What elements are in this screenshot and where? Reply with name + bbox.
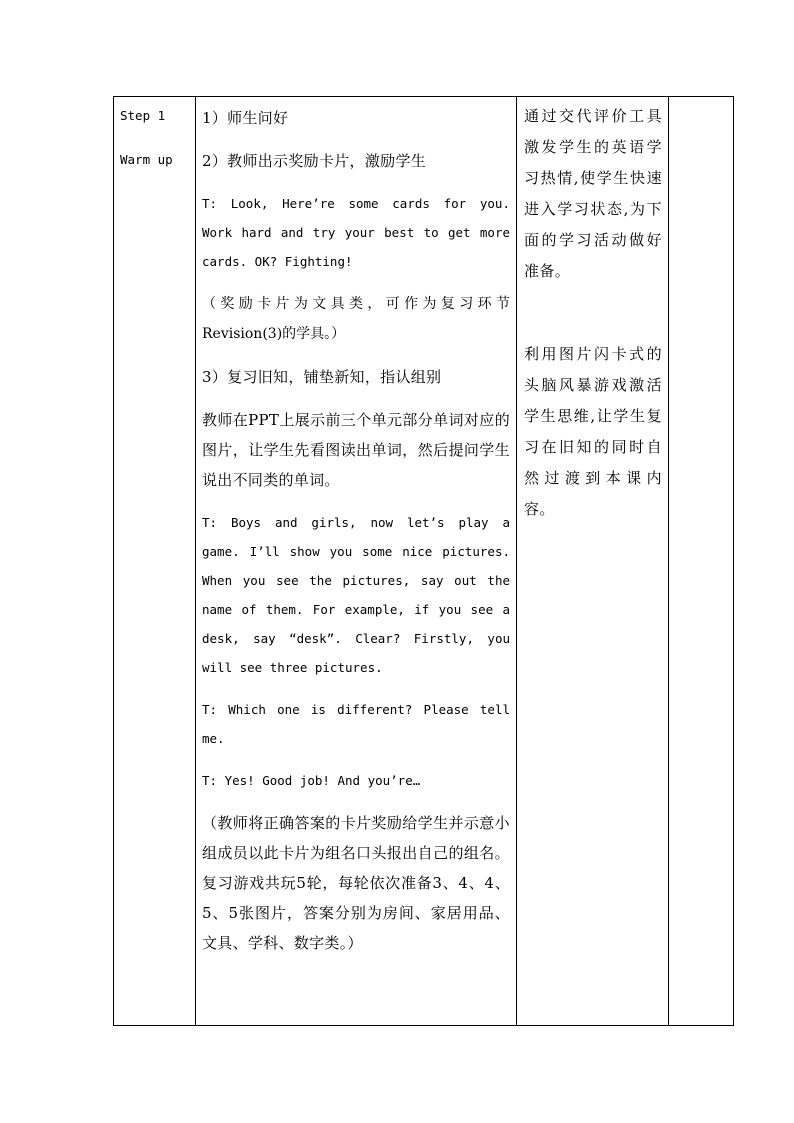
procedure-note: （教师将正确答案的卡片奖励给学生并示意小组成员以此卡片为组名口头报出自己的组名。复习游戏共玩5轮，每轮依次准备3、4、4、5、5张图片，答案分别为房间、家居用品、文具、学科、数字类。） xyxy=(202,814,510,952)
step-cell xyxy=(114,97,196,1026)
procedure-item-review: 3）复习旧知，铺垫新知，指认组别 xyxy=(202,368,442,386)
step-number: Step 1 xyxy=(120,108,166,123)
purpose-cell xyxy=(517,97,669,1026)
procedure-teacher-line: T: Look, Here’re some cards for you. Work hard and try your best to get more cards. OK? Fighting! xyxy=(202,196,510,269)
procedure-item-reward-cards: 2）教师出示奖励卡片，激励学生 xyxy=(202,152,427,170)
purpose-note: 利用图片闪卡式的头脑风暴游戏激活学生思维,让学生复习在旧知的同时自然过渡到本课内容。 xyxy=(524,345,662,518)
procedure-note: （奖励卡片为文具类，可作为复习环节Revision(3)的学具。） xyxy=(202,296,510,342)
empty-cell xyxy=(669,97,734,1026)
table-row xyxy=(114,97,734,1026)
procedure-teacher-line: T: Yes! Good job! And you’re… xyxy=(202,773,421,788)
procedure-teacher-line: T: Which one is different? Please tell me. xyxy=(202,702,510,746)
procedure-teacher-line: T: Boys and girls, now let’s play a game. I’ll show you some nice pictures. When you see the pictures, say out the name of them. For example, if you see a desk, say “desk”. Clear? Firstly, you will see three pictures. xyxy=(202,515,510,675)
step-name: Warm up xyxy=(120,152,173,167)
purpose-note: 通过交代评价工具激发学生的英语学习热情,使学生快速进入学习状态,为下面的学习活动做好准备。 xyxy=(524,107,662,280)
procedure-description: 教师在PPT上展示前三个单元部分单词对应的图片，让学生先看图读出单词，然后提问学生说出不同类的单词。 xyxy=(202,411,510,489)
lesson-plan-table xyxy=(113,96,734,1026)
procedure-cell xyxy=(196,97,517,1026)
procedure-item-greeting: 1）师生问好 xyxy=(202,109,289,127)
